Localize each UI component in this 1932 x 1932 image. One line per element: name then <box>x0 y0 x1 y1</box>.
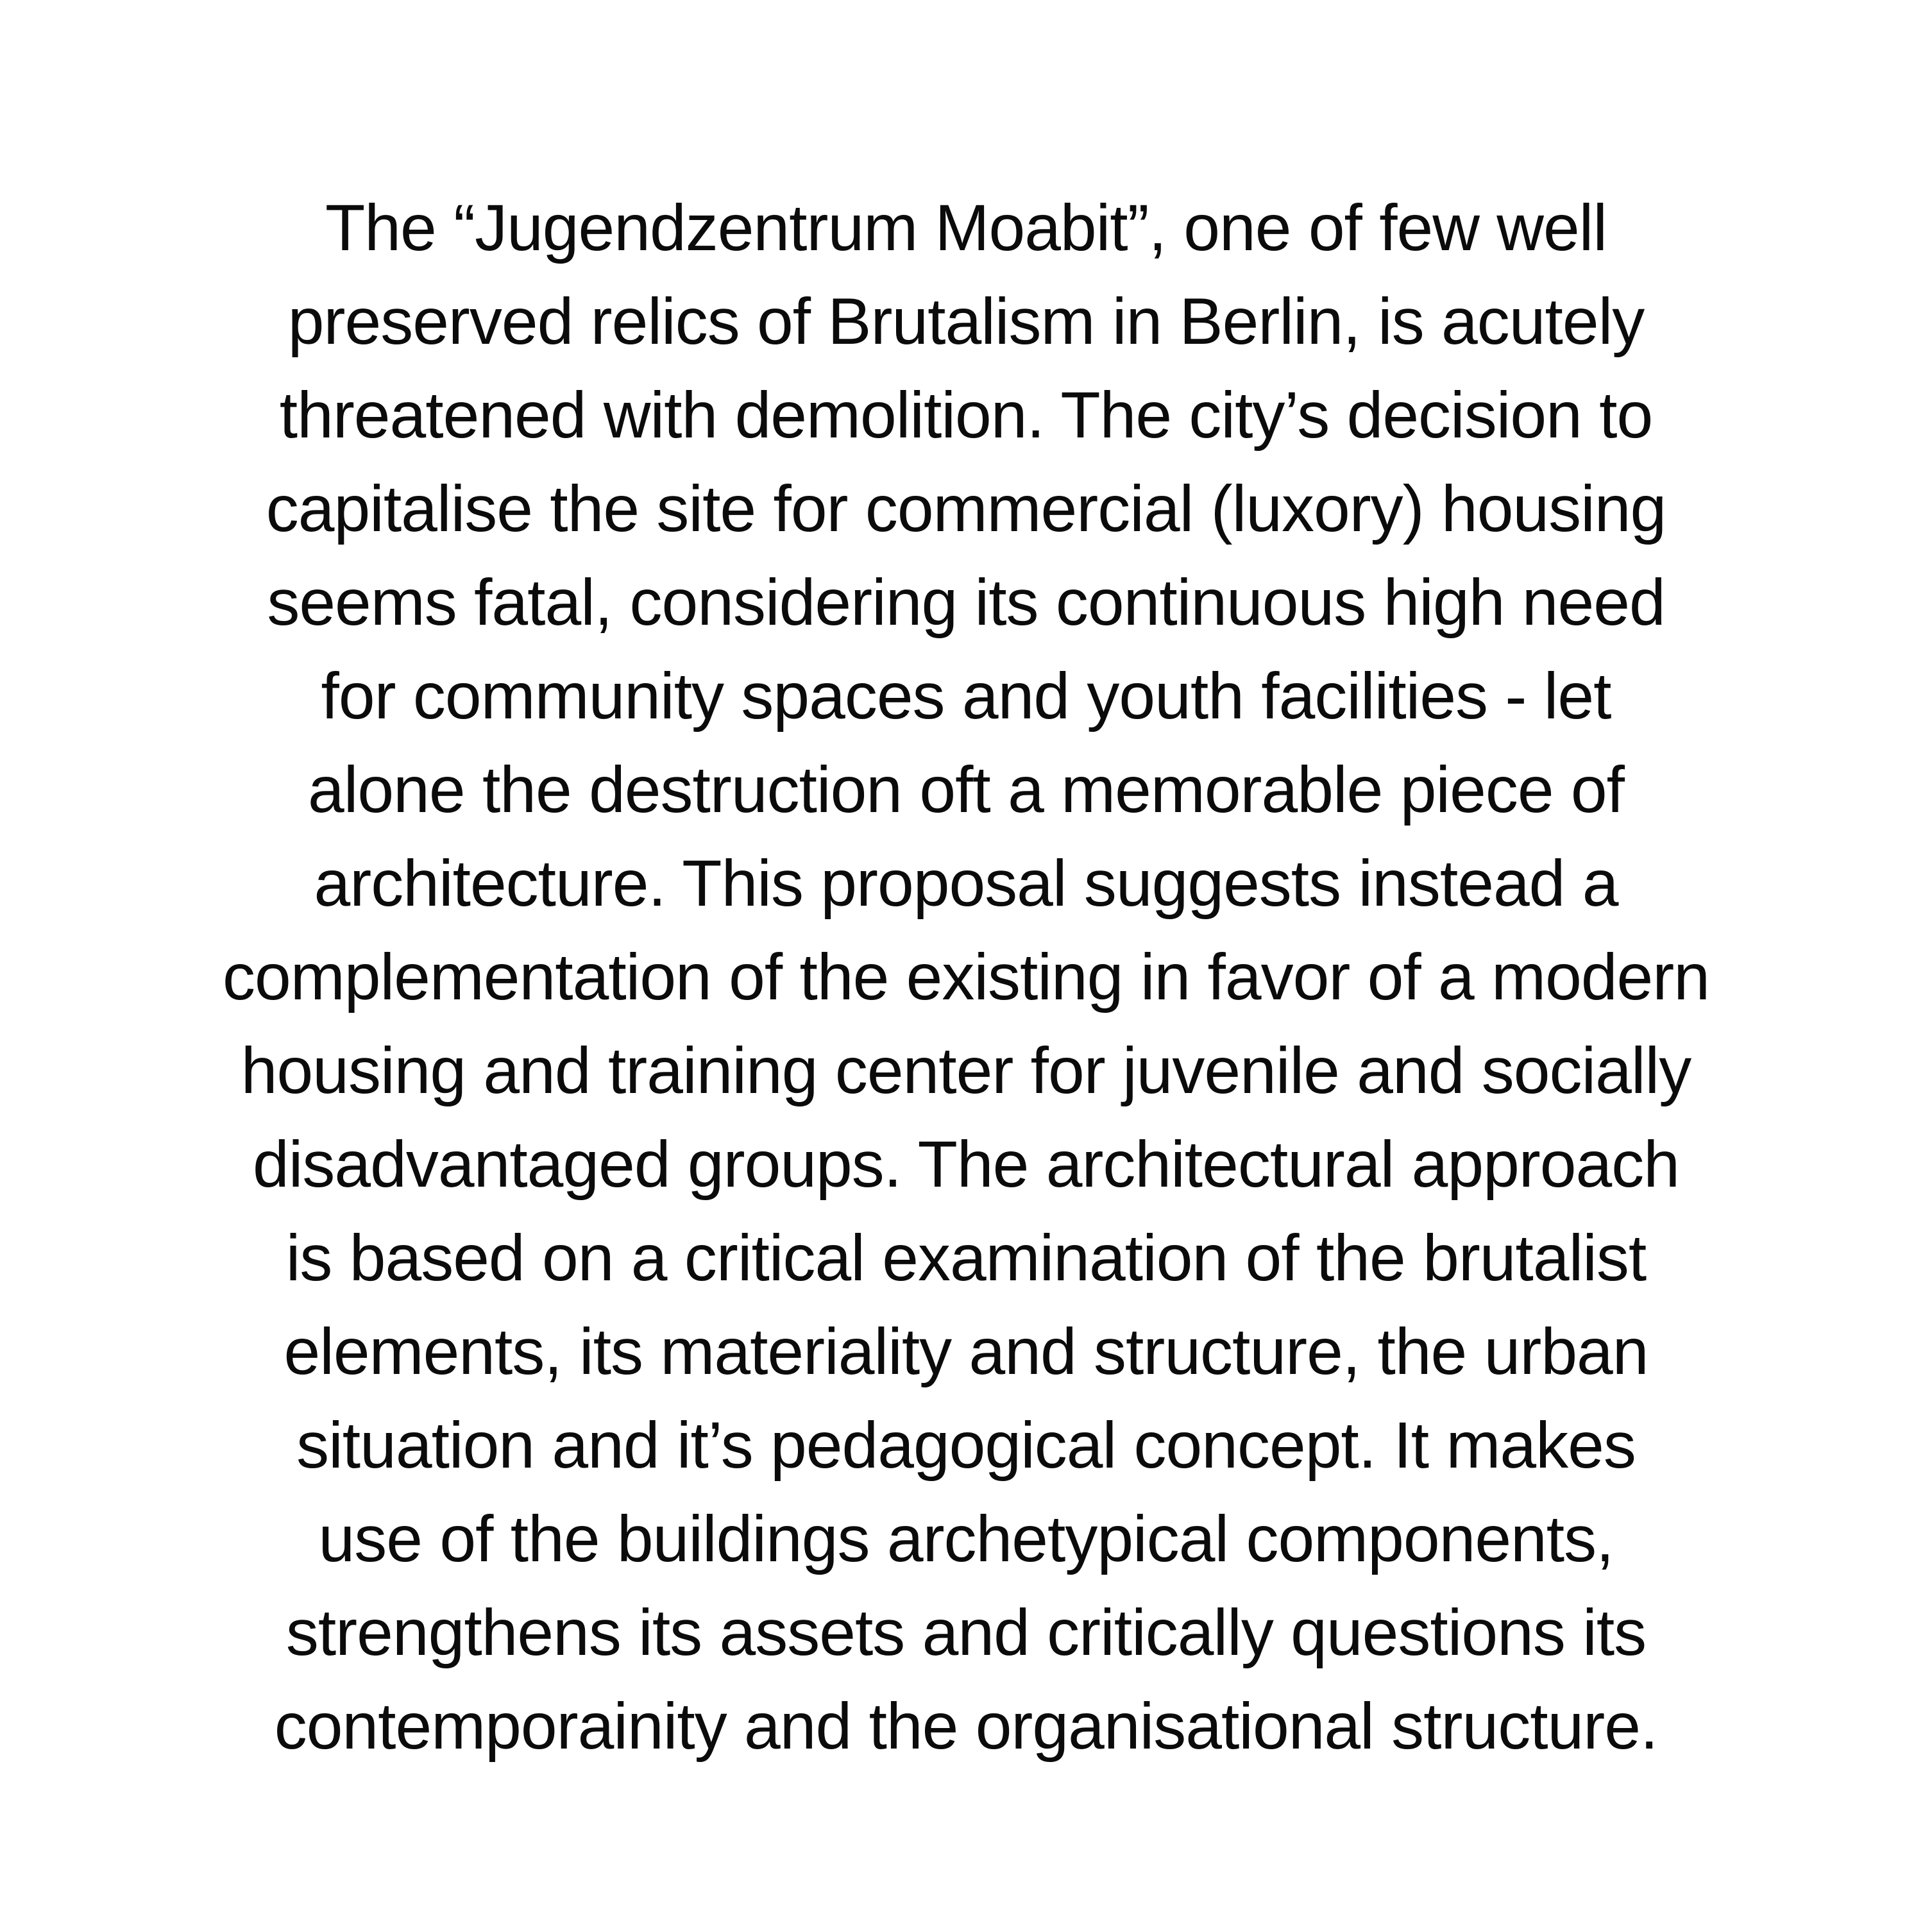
text-line: use of the buildings archetypical components, <box>318 1502 1614 1575</box>
text-line: capitalise the site for commercial (luxory) housing <box>266 472 1666 545</box>
text-line: strengthens its assets and critically questions its <box>285 1596 1647 1669</box>
text-line: The “Jugendzentrum Moabit”, one of few well <box>325 191 1607 264</box>
text-line: is based on a critical examination of the brutalist <box>285 1221 1647 1294</box>
text-line: seems fatal, considering its continuous high need <box>267 566 1665 639</box>
text-line: situation and it’s pedagogical concept. It makes <box>296 1409 1636 1482</box>
text-line: threatened with demolition. The city’s decision to <box>279 378 1653 452</box>
text-line: complementation of the existing in favor of a modern <box>223 940 1709 1013</box>
text-line: for community spaces and youth facilities - let <box>321 659 1611 733</box>
text-line: contemporainity and the organisational structure. <box>274 1690 1658 1763</box>
text-line: alone the destruction oft a memorable piece of <box>308 753 1624 826</box>
text-line: housing and training center for juvenile and socially <box>241 1034 1691 1107</box>
text-line: disadvantaged groups. The architectural approach <box>253 1128 1679 1201</box>
text-line: elements, its materiality and structure, the urban <box>284 1315 1648 1388</box>
text-line: architecture. This proposal suggests instead a <box>314 847 1618 920</box>
text-line: preserved relics of Brutalism in Berlin, is acutely <box>287 285 1645 358</box>
project-description <box>0 181 1932 1773</box>
